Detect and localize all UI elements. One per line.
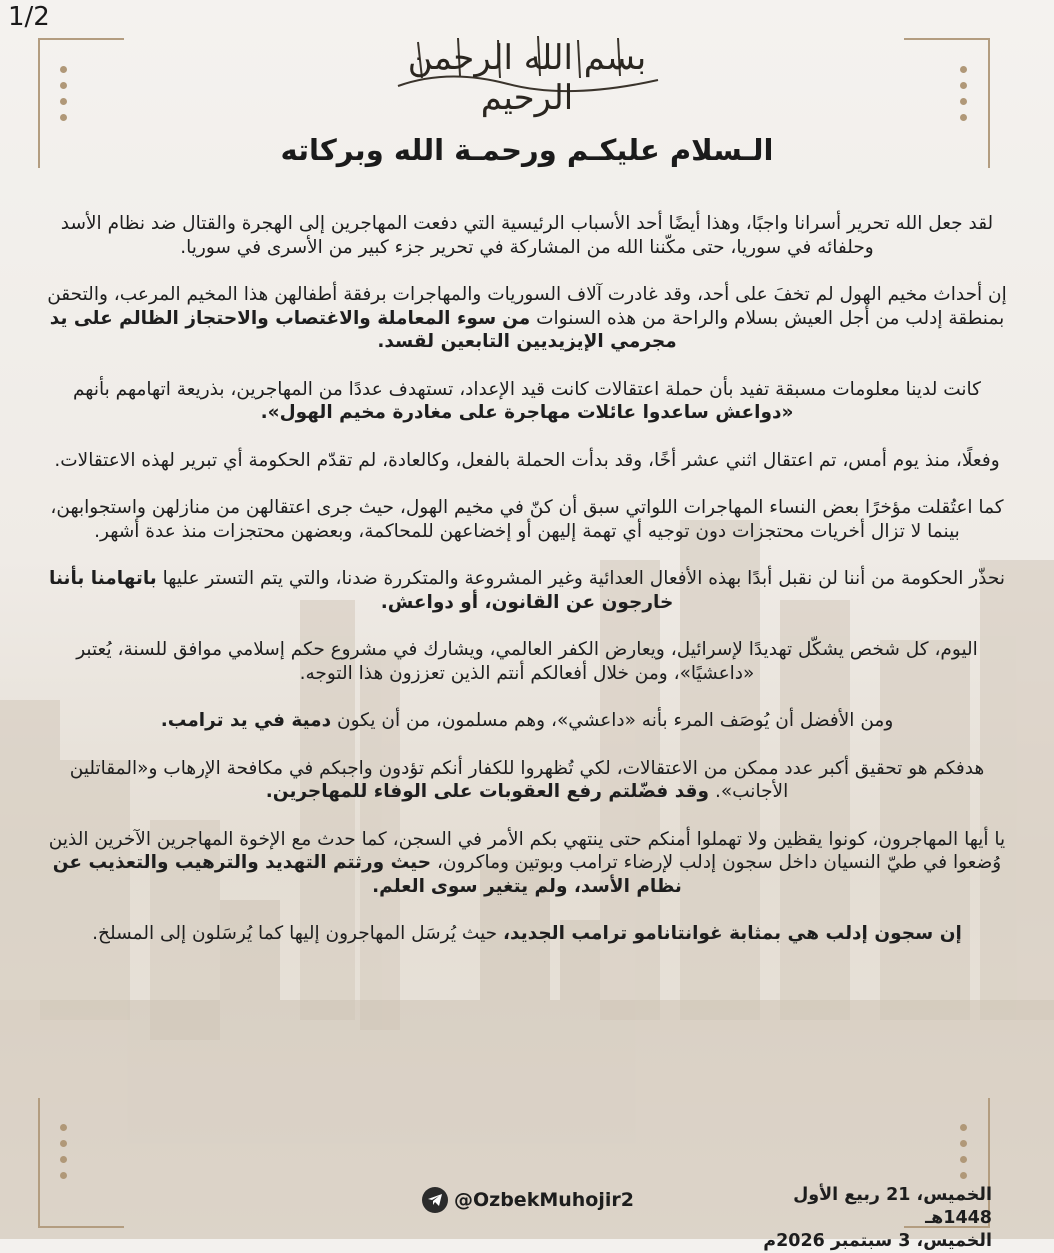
telegram-handle[interactable]	[422, 1187, 634, 1213]
paragraph-text: مع الإخوة المهاجرين الآخرين الذين وُضعوا في طيّ النسيان داخل سجون إدلب لإرضاء ترامب	[48, 828, 1002, 873]
date-gregorian: الخميس، 3 سبتمبر 2026م	[763, 1231, 992, 1251]
paragraph	[40, 567, 1014, 614]
paragraph-emphasis: باتهامنا بأننا خارجون عن القانون، أو دواعش.	[49, 568, 674, 613]
date-hijri: الخميس، 21 ربيع الأول 1448هـ	[793, 1185, 992, 1228]
paragraph-text: إن أحداث مخيم الهول لم تخفَ على أحد، وقد غادرت آلاف السوريات والمهاجرات برفقة أطفالهن	[274, 284, 1007, 305]
paragraph-text: نحذّر الحكومة من أننا لن نقبل أبدًا بهذه الأفعال العدائية وغير المشروعة والمتكررة ضدنا، والتي	[288, 568, 1005, 589]
paragraph	[40, 449, 1014, 473]
paragraph	[40, 378, 1014, 425]
paragraph	[40, 212, 1014, 259]
dots-ornament-top-left	[60, 66, 68, 130]
dots-ornament-bottom-left	[60, 1124, 68, 1188]
paragraph-text: ومن الأفضل أن يُوصَف المرء بأنه «داعشي»، وهم مسلمون، من أن يكون	[337, 710, 894, 731]
greeting-heading: الـسلام عليكـم ورحمـة الله وبركاته	[280, 133, 774, 167]
paragraph-text: اعتقالهن من منازلهن واستجوابهن، بينما لا تزال أخريات محتجزات دون توجيه أي تهمة إليهن أو	[50, 497, 960, 542]
paragraph-text: الحكومة أي تبرير لهذه الاعتقالات.	[54, 449, 311, 471]
paragraph-text: حتى مكّننا الله من المشاركة في تحرير جزء كبير من الأسرى في سوريا.	[180, 236, 725, 258]
paragraph	[40, 922, 1014, 946]
paragraph-text: مكافحة الإرهاب و«المقاتلين الأجانب».	[69, 757, 789, 802]
paragraph-emphasis: «دواعش ساعدوا عائلات مهاجرة على مغادرة مخيم الهول».	[260, 402, 794, 423]
dots-ornament-top-right	[960, 66, 968, 130]
dots-ornament-bottom-right	[960, 1124, 968, 1188]
paragraph-text: إخضاعهن للمحاكمة، وبعضهن محتجزات منذ عدة أشهر.	[94, 520, 512, 542]
paragraph-emphasis: إن سجون إدلب هي بمثابة غوانتانامو ترامب الجديد،	[503, 923, 962, 944]
paragraph-emphasis: سوء المعاملة والاغتصاب والاحتجاز الظالم على يد مجرمي الإيزيديين التابعين لقسد.	[49, 307, 677, 352]
paragraph-text: كما اعتُقلت مؤخرًا بعض النساء المهاجرات اللواتي سبق أن كنّ في مخيم الهول، حيث جرى	[316, 497, 1004, 518]
paragraph-text: إسلامي موافق للسنة، يُعتبر «داعشيًا»، ومن خلال أفعالكم أنتم الذين تعززون هذا التوجه.	[76, 639, 755, 684]
paragraph-emphasis: حيث ورثتم التهديد والترهيب والتعذيب عن نظام الأسد، ولم يتغير سوى	[52, 852, 682, 897]
paragraph	[40, 496, 1014, 543]
paragraph	[40, 638, 1014, 685]
paragraph-text: يا أيها المهاجرون، كونوا يقظين ولا تهملوا أمنكم حتى ينتهي بكم الأمر في السجن، كما حدث	[317, 828, 1006, 850]
paragraph-emphasis: دمية في يد ترامب.	[160, 710, 332, 731]
paragraph-text: هذا المخيم المرعب، والتحقن بمنطقة إدلب من أجل العيش بسلام والراحة من هذه السنوات	[47, 284, 1005, 329]
paragraph	[40, 828, 1014, 899]
telegram-handle-text: @OzbekMuhojir2	[454, 1189, 634, 1211]
paragraph	[40, 757, 1014, 804]
paragraph-text: يتم التستر عليها	[162, 568, 284, 589]
page-counter: 1/2	[8, 2, 50, 32]
statement-body	[40, 212, 1014, 970]
paragraph-text: وفعلًا، منذ يوم أمس، تم اعتقال اثني عشر أخًا، وقد بدأت الحملة بالفعل، وكالعادة، لم تقدّم	[316, 449, 1000, 471]
basmala-calligraphy	[388, 28, 666, 118]
paragraph	[40, 709, 1014, 733]
paragraph-text: إلى الهجرة والقتال ضد نظام الأسد وحلفائه في سوريا،	[60, 213, 874, 258]
paragraph-text: حيث يُرسَل المهاجرون إليها كما يُرسَلون إلى المسلخ.	[92, 923, 498, 944]
paragraph	[40, 283, 1014, 354]
dates-block	[728, 1184, 992, 1253]
paragraph-text: وبوتين وماكرون،	[436, 852, 564, 873]
paragraph-text: لقد جعل الله تحرير أسرانا واجبًا، وهذا أيضًا أحد الأسباب الرئيسية التي دفعت المهاجرين	[330, 213, 994, 234]
paragraph-text: المهاجرين، بذريعة اتهامهم بأنهم	[73, 378, 313, 400]
basmala-text: بسم الله الرحمن الرحيم	[407, 38, 647, 118]
paragraph-text: اليوم، كل شخص يشكّل تهديدًا لإسرائيل، ويعارض الكفر العالمي، ويشارك في مشروع حكم	[290, 639, 978, 660]
paragraph-text: كانت لدينا معلومات مسبقة تفيد بأن حملة اعتقالات كانت قيد الإعداد، تستهدف عددًا من	[318, 378, 981, 400]
paragraph-text: هدفكم هو تحقيق أكبر عدد ممكن من الاعتقالات، لكي تُظهروا للكفار أنكم تؤدون واجبكم في	[288, 757, 985, 779]
paragraph-emphasis: وقد فضّلتم رفع العقوبات على الوفاء للمهاجرين.	[265, 781, 710, 802]
telegram-icon	[422, 1187, 448, 1213]
paragraph-emphasis: من	[502, 307, 531, 329]
paragraph-emphasis: العلم.	[372, 875, 425, 897]
